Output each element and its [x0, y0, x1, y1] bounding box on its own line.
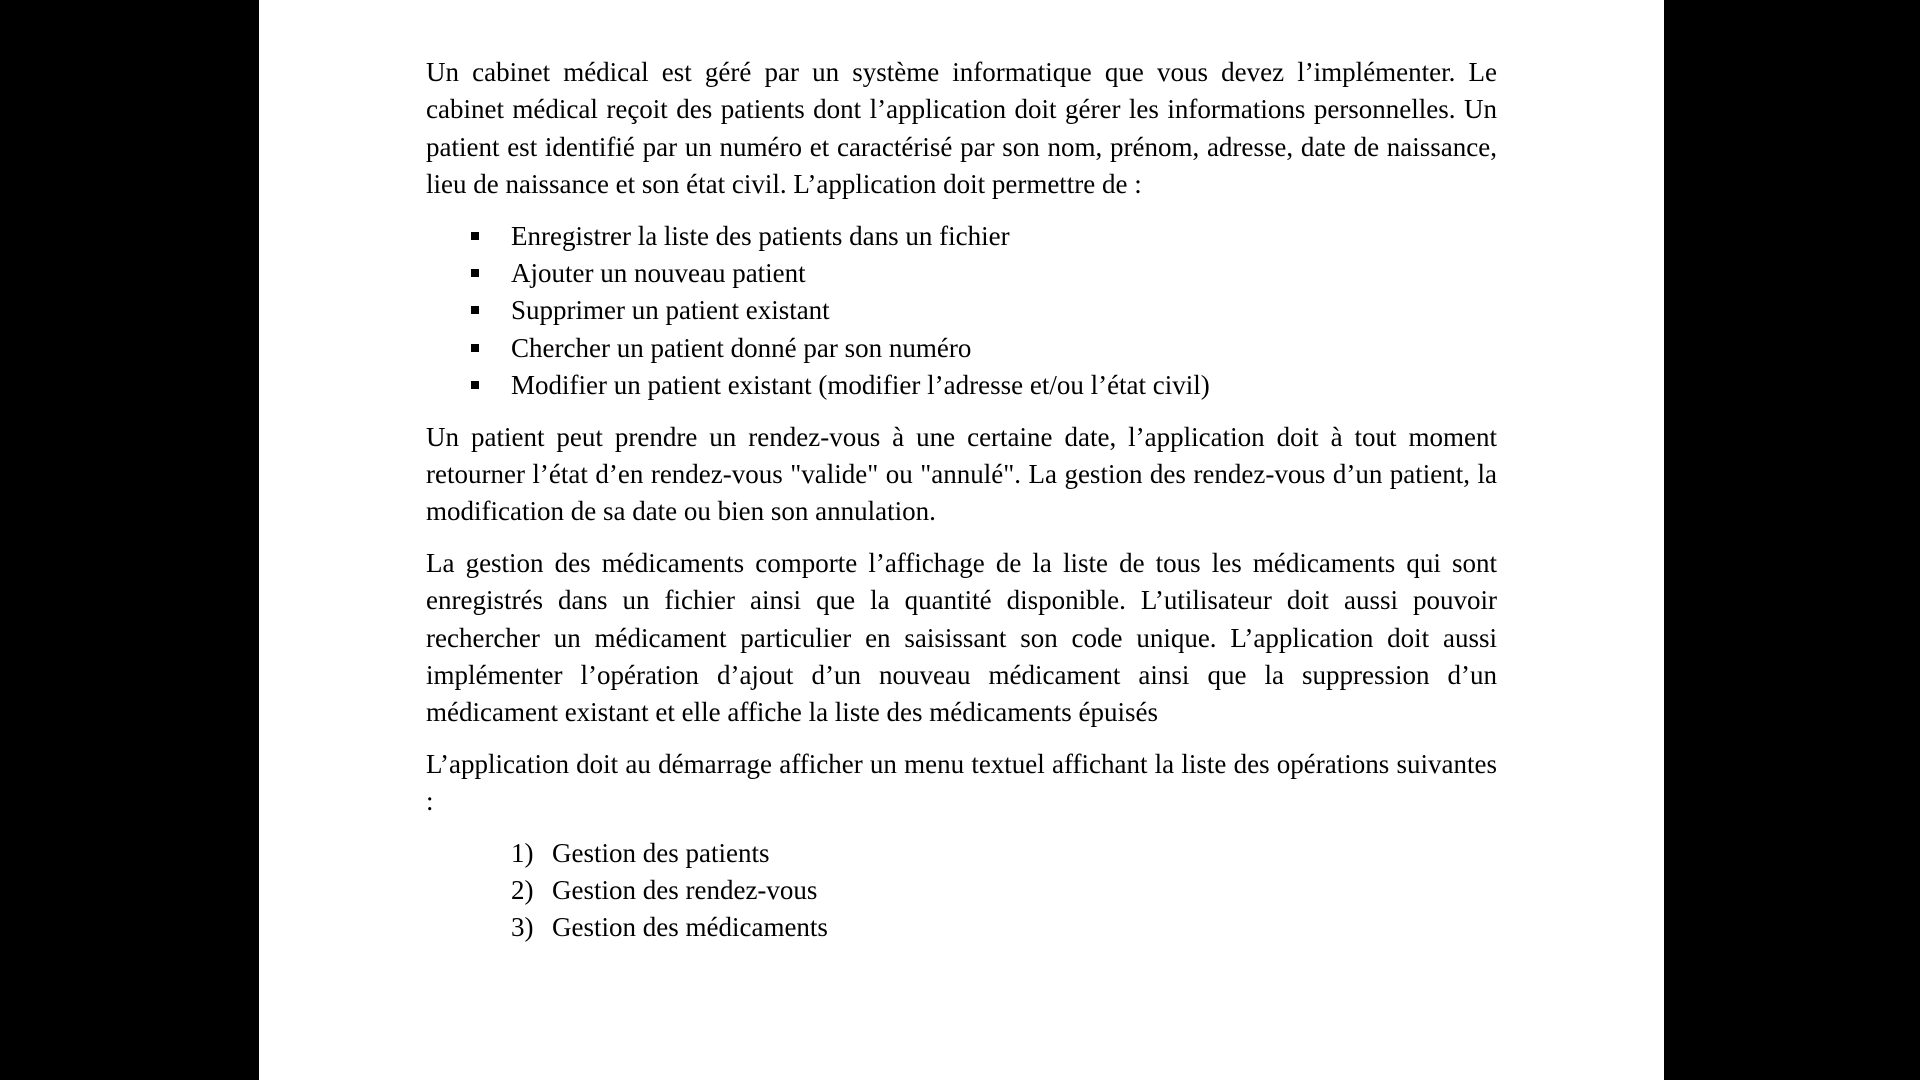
- square-bullet-icon: [471, 344, 479, 352]
- menu-item-label: Gestion des médicaments: [552, 912, 828, 943]
- menu-intro-paragraph: L’application doit au démarrage afficher un menu textuel affichant la liste des opérations suivantes :: [426, 748, 1497, 817]
- document-body: [426, 54, 1497, 947]
- list-item-text: Enregistrer la liste des patients dans un fichier: [511, 220, 1010, 251]
- menu-item-number: 3): [511, 912, 534, 943]
- square-bullet-icon: [471, 381, 479, 389]
- list-item-text: Modifier un patient existant (modifier l’adresse et/ou l’état civil): [511, 370, 1210, 401]
- list-item-text: Ajouter un nouveau patient: [511, 258, 806, 289]
- intro-paragraph: Un cabinet médical est géré par un système informatique que vous devez l’implémenter. Le cabinet médical reçoit des patients dont l’application doit gérer les informations personnelles. Un patient est identifié par un numéro et caractérisé par son nom, prénom, adresse, date de naissance, lieu de naissance et son état civil. L’application doit permettre de :: [426, 57, 1497, 200]
- list-item: [426, 292, 1497, 329]
- list-item-text: Supprimer un patient existant: [511, 295, 830, 326]
- document-page: [259, 0, 1664, 1080]
- menu-item: [426, 835, 1497, 872]
- square-bullet-icon: [471, 269, 479, 277]
- menu-item-label: Gestion des rendez-vous: [552, 875, 818, 906]
- menu-item-label: Gestion des patients: [552, 837, 770, 868]
- menu-item-number: 1): [511, 837, 534, 868]
- list-item-text: Chercher un patient donné par son numéro: [511, 332, 972, 363]
- menu-item-number: 2): [511, 875, 534, 906]
- medications-paragraph: La gestion des médicaments comporte l’affichage de la liste de tous les médicaments qui sont enregistrés dans un fichier ainsi que la quantité disponible. L’utilisateur doit aussi pouvoir rechercher un médicament particulier en saisissant son code unique. L’application doit aussi implémenter l’opération d’ajout d’un nouveau médicament ainsi que la suppression d’un médicament existant et elle affiche la liste des médicaments épuisés: [426, 547, 1497, 728]
- list-item: [426, 218, 1497, 255]
- features-list: [426, 218, 1497, 405]
- square-bullet-icon: [471, 306, 479, 314]
- menu-list: [426, 835, 1497, 947]
- menu-item: [426, 872, 1497, 909]
- square-bullet-icon: [471, 232, 479, 240]
- list-item: [426, 330, 1497, 367]
- list-item: [426, 367, 1497, 404]
- list-item: [426, 255, 1497, 292]
- menu-item: [426, 909, 1497, 946]
- appointments-paragraph: Un patient peut prendre un rendez-vous à une certaine date, l’application doit à tout moment retourner l’état d’en rendez-vous "valide" ou "annulé". La gestion des rendez-vous d’un patient, la modification de sa date ou bien son annulation.: [426, 421, 1497, 527]
